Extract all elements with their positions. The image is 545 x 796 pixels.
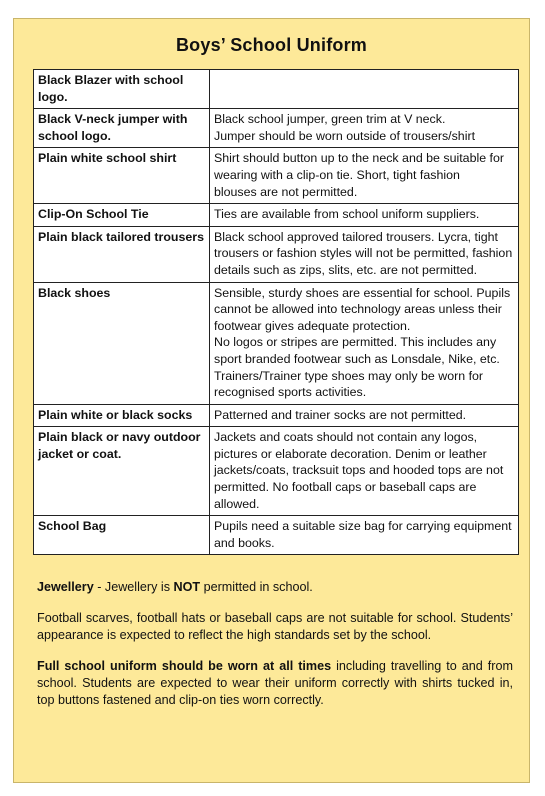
item-cell: School Bag <box>34 516 210 555</box>
item-cell: Plain white or black socks <box>34 404 210 427</box>
description-cell <box>210 70 519 109</box>
scarves-note: Football scarves, football hats or baseball caps are not suitable for school. Students’ appearance is expected to reflect the high standards set by the school. <box>37 611 513 642</box>
description-cell: Jackets and coats should not contain any logos, pictures or elaborate decoration. Denim or leather jackets/coats, tracksuit tops and hooded tops are not permitted. No football caps or baseball caps are allowed. <box>210 427 519 516</box>
description-cell: Ties are available from school uniform suppliers. <box>210 204 519 227</box>
table-row <box>34 148 519 204</box>
notes-section <box>37 579 513 723</box>
description-cell: Black school jumper, green trim at V neck. Jumper should be worn outside of trousers/shirt <box>210 109 519 148</box>
item-cell: Plain white school shirt <box>34 148 210 204</box>
table-row <box>34 70 519 109</box>
table-row <box>34 282 519 404</box>
description-cell: Pupils need a suitable size bag for carrying equipment and books. <box>210 516 519 555</box>
jewellery-note <box>37 579 513 596</box>
page-title: Boys’ School Uniform <box>175 35 368 55</box>
full-uniform-rest: including travelling to and from school. Students are expected to wear their uniform correctly with shirts tucked in, top buttons fastened and clip-on ties worn correctly. <box>37 659 513 707</box>
description-cell: Black school approved tailored trousers. Lycra, tight trousers or fashion styles will not be permitted, fashion details such as zips, slits, etc. are not permitted. <box>210 226 519 282</box>
jewellery-label: Jewellery <box>37 580 94 594</box>
table-row <box>34 226 519 282</box>
jewellery-text-before: - Jewellery is <box>93 580 174 594</box>
jewellery-text-after: permitted in school. <box>200 580 313 594</box>
table-row <box>34 427 519 516</box>
full-uniform-note <box>37 658 513 709</box>
table-row <box>34 204 519 227</box>
item-cell: Black shoes <box>34 282 210 404</box>
item-cell: Black V-neck jumper with school logo. <box>34 109 210 148</box>
item-cell: Plain black tailored trousers <box>34 226 210 282</box>
uniform-document <box>13 18 530 783</box>
table-row <box>34 516 519 555</box>
description-cell: Patterned and trainer socks are not permitted. <box>210 404 519 427</box>
full-uniform-bold: Full school uniform should be worn at all times <box>37 659 332 673</box>
uniform-table <box>33 69 519 555</box>
table-row <box>34 109 519 148</box>
item-cell: Black Blazer with school logo. <box>34 70 210 109</box>
description-cell: Shirt should button up to the neck and be suitable for wearing with a clip-on tie. Short, tight fashion blouses are not permitted. <box>210 148 519 204</box>
item-cell: Plain black or navy outdoor jacket or coat. <box>34 427 210 516</box>
jewellery-not: NOT <box>173 580 201 594</box>
item-cell: Clip-On School Tie <box>34 204 210 227</box>
description-cell: Sensible, sturdy shoes are essential for school. Pupils cannot be allowed into technology areas unless their footwear gives adequate protection. No logos or stripes are permitted. This includes any sport branded footwear such as Lonsdale, Nike, etc. Trainers/Trainer type shoes may only be worn for recognised sports activities. <box>210 282 519 404</box>
table-row <box>34 404 519 427</box>
